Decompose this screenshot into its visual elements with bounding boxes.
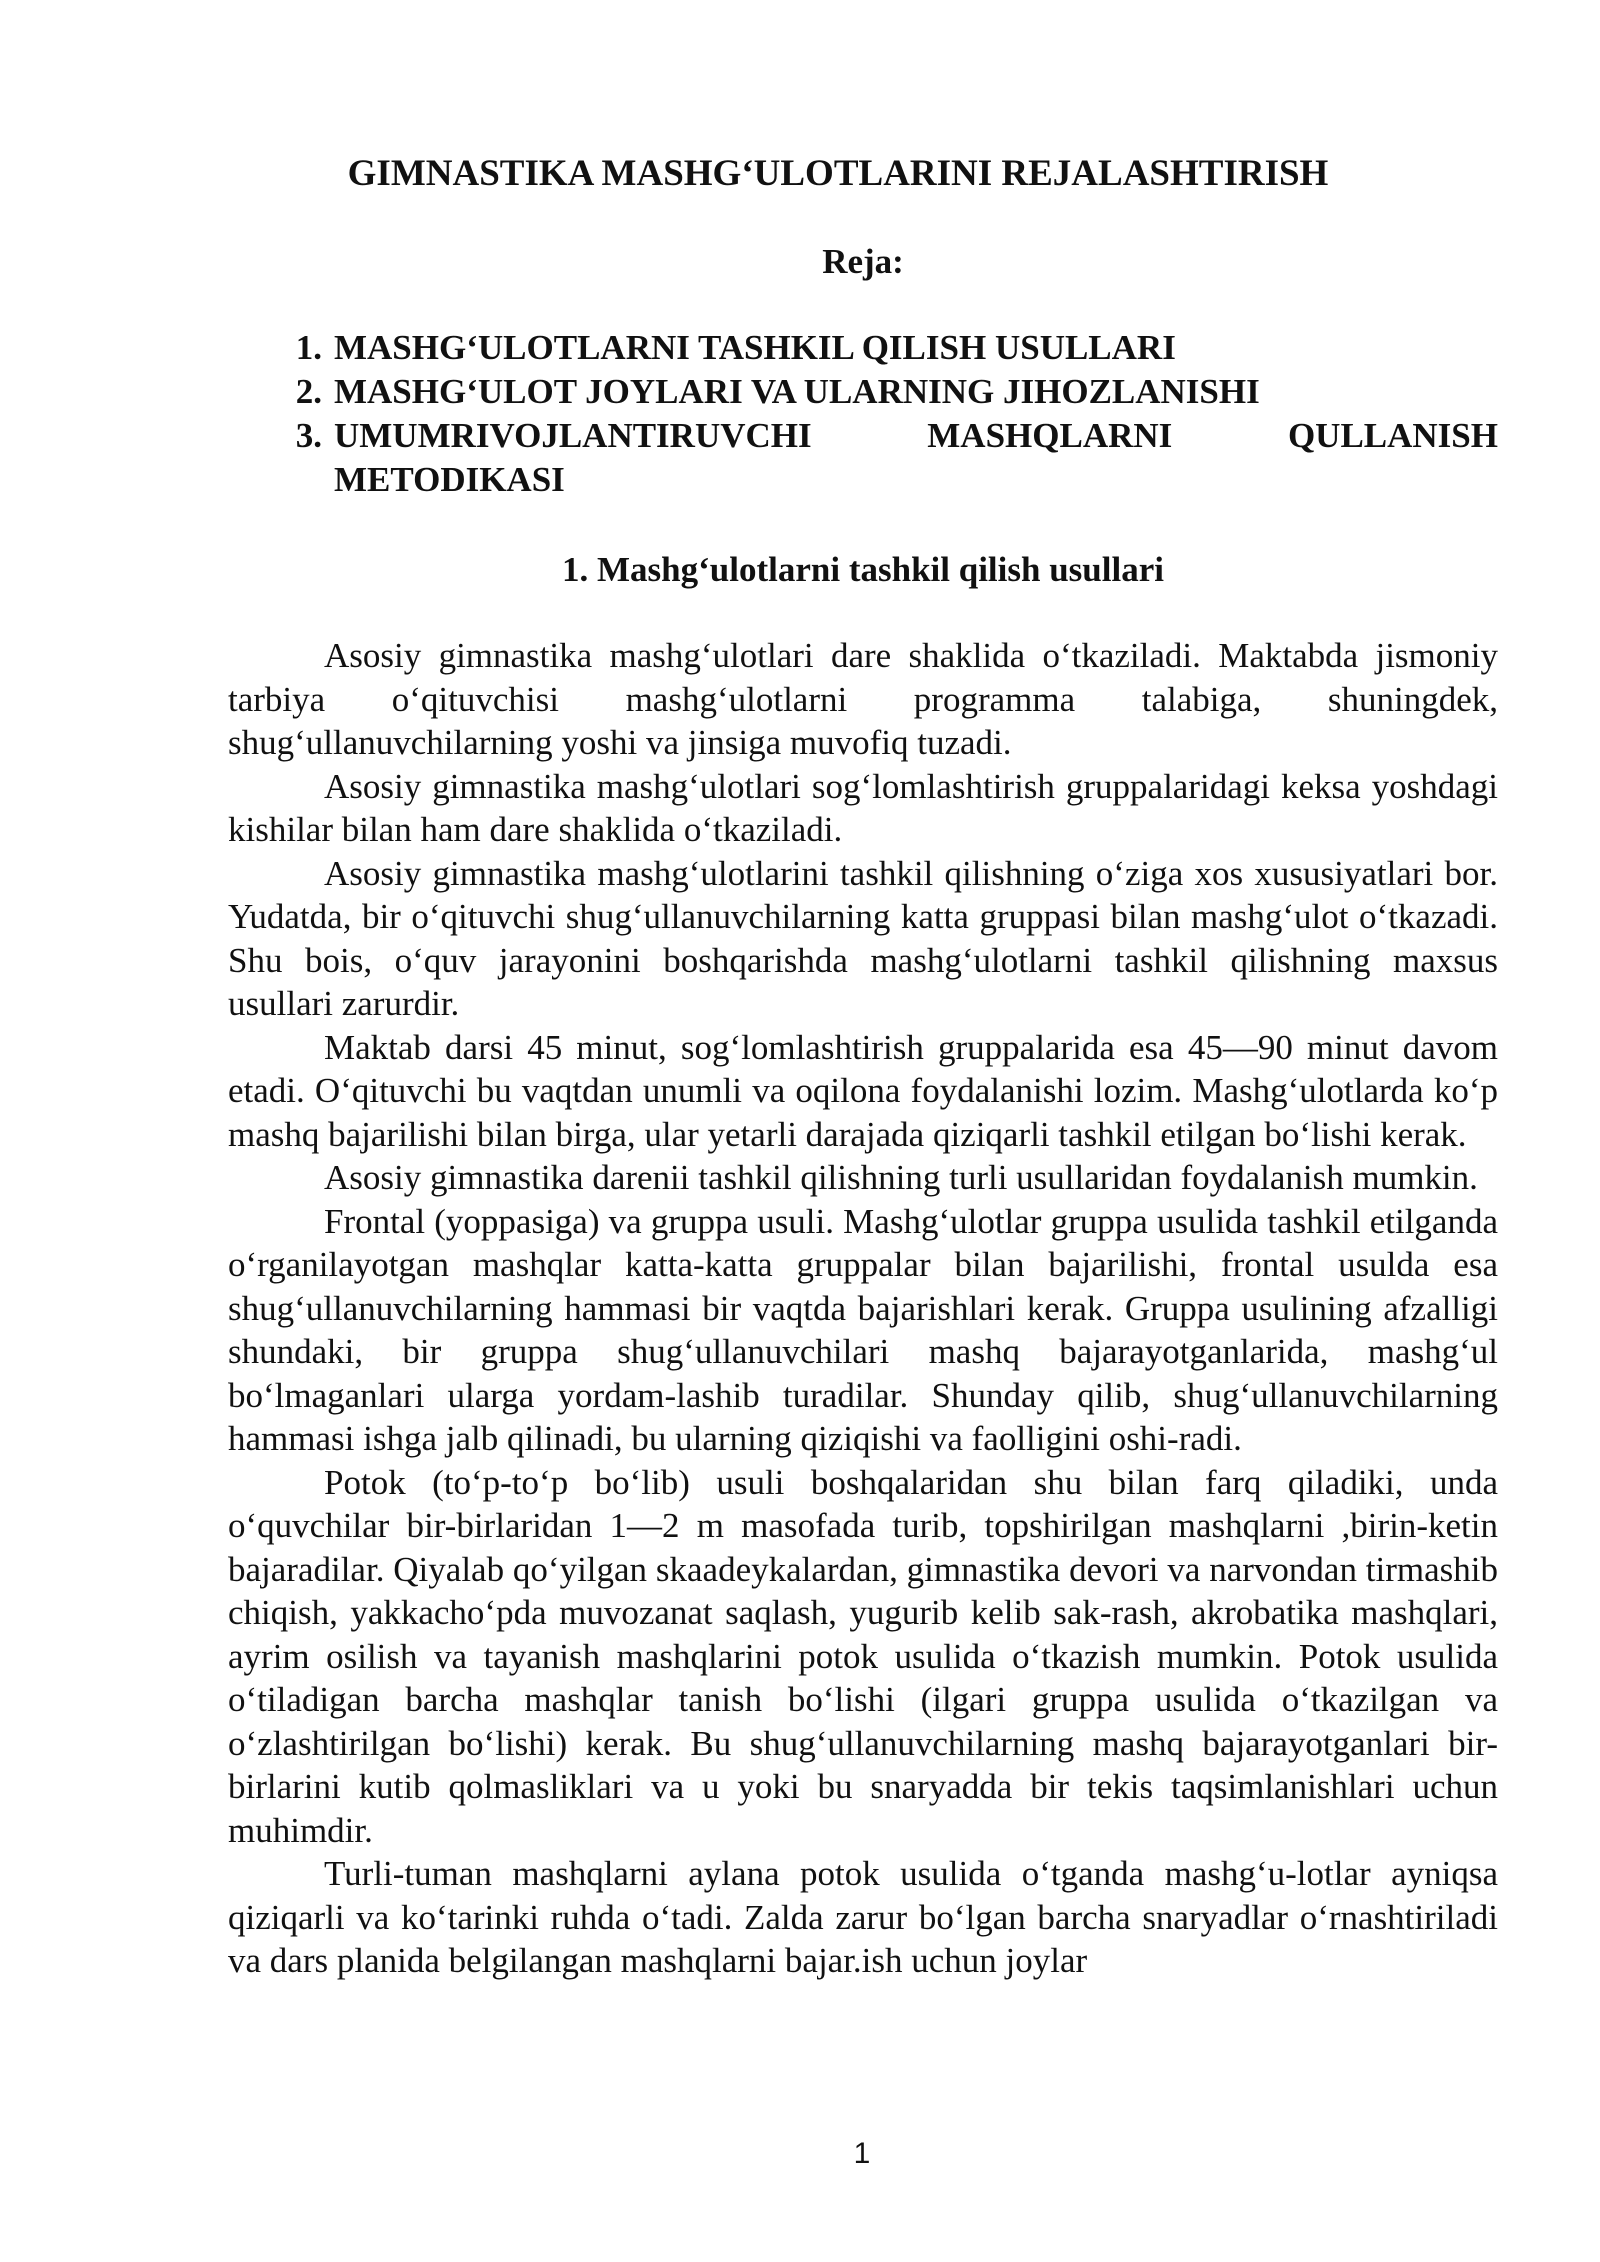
page-number: 1 — [853, 2137, 871, 2170]
document-page — [228, 130, 1498, 1983]
plan-item-number: 2. — [295, 372, 322, 411]
plan-item — [228, 370, 1498, 414]
plan-item-number: 3. — [295, 416, 322, 455]
paragraph: Asosiy gimnastika darenii tashkil qilishning turli usullaridan foydalanish mumkin. — [324, 1158, 1478, 1197]
plan-list — [228, 326, 1498, 502]
paragraph: Asosiy gimnastika mashg‘ulotlari dare shaklida o‘tkaziladi. Maktabda jismoniy tarbiya o‘qituvchisi mashg‘ulotlarni programma talabiga, shuningdek, shug‘ullanuvchilarning yoshi va jinsiga muvofiq tuzadi. — [228, 636, 1498, 762]
plan-item-text: UMUMRIVOJLANTIRUVCHI MASHQLARNI QULLANISH METODIKASI — [334, 416, 1498, 499]
plan-item-text: MASHG‘ULOTLARNI TASHKIL QILISH USULLARI — [334, 328, 1176, 367]
plan-item — [228, 414, 1498, 502]
body-text — [228, 634, 1498, 1983]
plan-label: Reja: — [822, 242, 904, 281]
paragraph: Potok (to‘p-to‘p bo‘lib) usuli boshqalaridan shu bilan farq qiladiki, unda o‘quvchilar bir-birlaridan 1—2 m masofada turib, topshirilgan mashqlarni ,birin-ketin bajaradilar. Qiyalab qo‘yilgan skaadeykalardan, gimnastika devori va narvondan tirmashib chiqish, yakkacho‘pda muvozanat saqlash, yugurib kelib sak-rash, akrobatika mashqlari, ayrim osilish va tayanish mashqlarini potok usulida o‘tkazish mumkin. Potok usulida o‘tiladigan barcha mashqlar tanish bo‘lishi (ilgari gruppa usulida o‘tkazilgan va o‘zlashtirilgan bo‘lishi) kerak. Bu shug‘ullanuvchilarning mashq bajarayotganlari bir-birlarini kutib qolmasliklari va u yoki bu snaryadda bir tekis taqsimlanishlari uchun muhimdir. — [228, 1462, 1498, 1850]
paragraph: Asosiy gimnastika mashg‘ulotlari sog‘lomlashtirish gruppalaridagi keksa yoshdagi kishilar bilan ham dare shaklida o‘tkaziladi. — [228, 766, 1498, 849]
plan-item — [228, 326, 1498, 370]
paragraph: Frontal (yoppasiga) va gruppa usuli. Mashg‘ulotlar gruppa usulida tashkil etilganda o‘rganilayotgan mashqlar katta-katta gruppalar bilan bajarilishi, frontal usulda esa shug‘ullanuvchilarning hammasi bir vaqtda bajarishlari kerak. Gruppa usulining afzalligi shundaki, bir gruppa shug‘ullanuvchilari mashq bajarayotganlarida, mashg‘ul bo‘lmaganlari ularga yordam-lashib turadilar. Shunday qilib, shug‘ullanuvchilarning hammasi ishga jalb qilinadi, bu ularning qiziqishi va faolligini oshi-radi. — [228, 1201, 1498, 1458]
paragraph: Maktab darsi 45 minut, sog‘lomlashtirish gruppalarida esa 45—90 minut davom etadi. O‘qituvchi bu vaqtdan unumli va oqilona foydalanishi lozim. Mashg‘ulotlarda ko‘p mashq bajarilishi bilan birga, ular yetarli darajada qiziqarli tashkil etilgan bo‘lishi kerak. — [228, 1027, 1498, 1154]
paragraph: Asosiy gimnastika mashg‘ulotlarini tashkil qilishning o‘ziga xos xususiyatlari bor. Yudatda, bir o‘qituvchi shug‘ullanuvchilarning katta gruppasi bilan mashg‘ulot o‘tkazadi. Shu bois, o‘quv jarayonini boshqarishda mashg‘ulotlarni tashkil qilishning maxsus usullari zarurdir. — [228, 853, 1498, 1023]
plan-item-text: MASHG‘ULOT JOYLARI VA ULARNING JIHOZLANISHI — [334, 372, 1260, 411]
document-title: GIMNASTIKA MASHG‘ULOTLARINI REJALASHTIRISH — [347, 153, 1329, 194]
plan-item-number: 1. — [295, 328, 322, 367]
section-heading: 1. Mashg‘ulotlarni tashkil qilish usullari — [562, 550, 1164, 589]
paragraph: Turli-tuman mashqlarni aylana potok usulida o‘tganda mashg‘u-lotlar ayniqsa qiziqarli va ko‘tarinki ruhda o‘tadi. Zalda zarur bo‘lgan barcha snaryadlar o‘rnashtiriladi va dars planida belgilangan mashqlarni bajar.ish uchun joylar — [228, 1854, 1498, 1980]
